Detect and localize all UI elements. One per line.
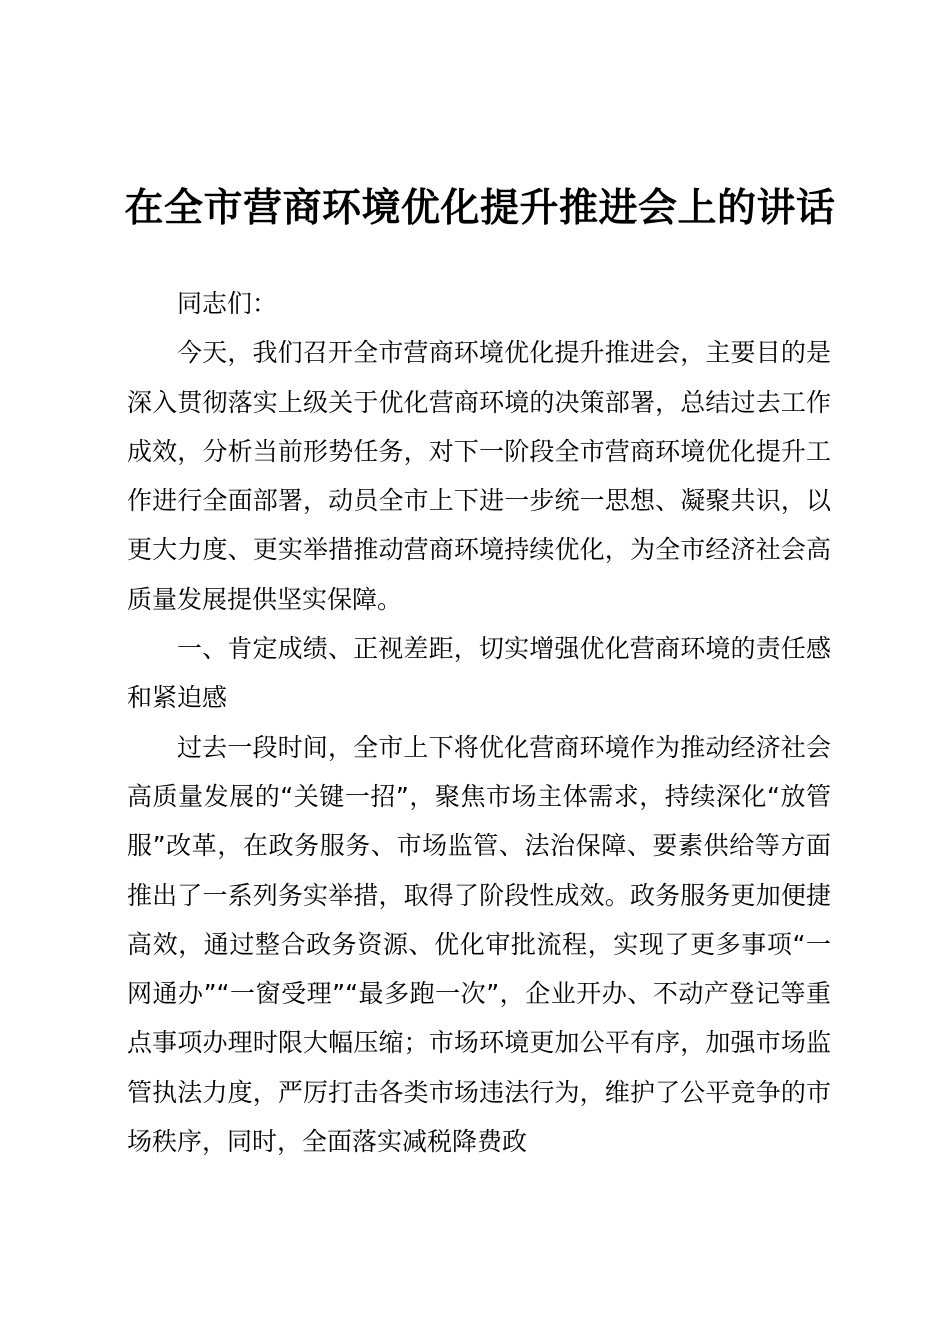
document-body [127, 279, 831, 1166]
document-title: 在全市营商环境优化提升推进会上的讲话 [124, 185, 836, 231]
paragraph-achievements: 过去一段时间，全市上下将优化营商环境作为推动经济社会高质量发展的“关键一招”，聚焦市场主体需求，持续深化“放管服”改革，在政务服务、市场监管、法治保障、要素供给等方面推出了一系列务实举措，取得了阶段性成效。政务服务更加便捷高效，通过整合政务资源、优化审批流程，实现了更多事项“一网通办”“一窗受理”“最多跑一次”，企业开办、不动产登记等重点事项办理时限大幅压缩；市场环境更加公平有序，加强市场监管执法力度，严厉打击各类市场违法行为，维护了公平竞争的市场秩序，同时，全面落实减税降费政 [127, 732, 831, 1157]
salutation: 同志们： [177, 289, 278, 318]
paragraph-intro: 今天，我们召开全市营商环境优化提升推进会，主要目的是深入贯彻落实上级关于优化营商环境的决策部署，总结过去工作成效，分析当前形势任务，对下一阶段全市营商环境优化提升工作进行全面部署，动员全市上下进一步统一思想、凝聚共识，以更大力度、更实举措推动营商环境持续优化，为全市经济社会高质量发展提供坚实保障。 [127, 338, 831, 614]
section-heading-1: 一、肯定成绩、正视差距，切实增强优化营商环境的责任感和紧迫感 [127, 634, 831, 713]
